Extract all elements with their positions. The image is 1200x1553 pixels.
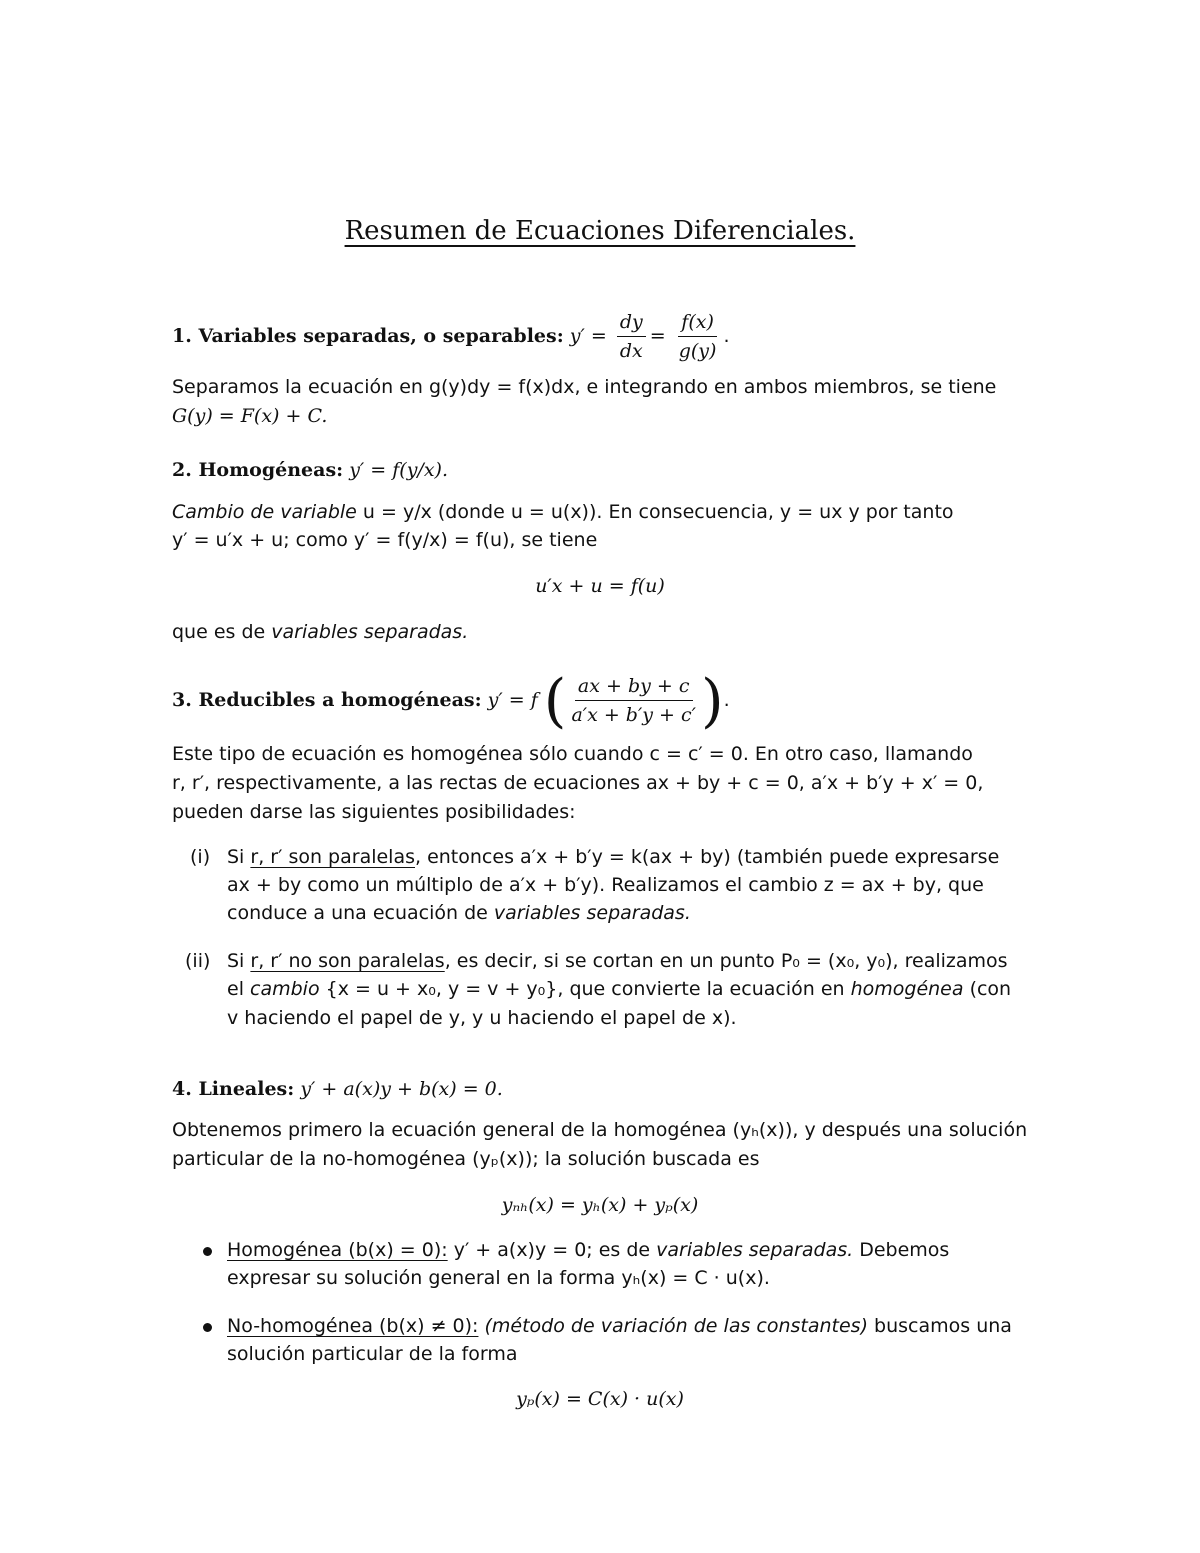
section-4-text-line-1: Obtenemos primero la ecuación general de la homogénea (yₕ(x)), y después una solución xyxy=(172,1119,1028,1141)
case-ii-line-2: el cambio {x = u + x₀, y = v + y₀}, que convierte la ecuación en homogénea (con xyxy=(227,978,1012,1000)
page-title: Resumen de Ecuaciones Diferenciales. xyxy=(344,216,856,246)
section-2-text-line-3: que es de variables separadas. xyxy=(172,621,469,643)
section-1-text-line-2: G(y) = F(x) + C. xyxy=(172,405,328,427)
bullet-2-line-1: No-homogénea (b(x) ≠ 0): (método de variación de las constantes) buscamos una xyxy=(227,1315,1012,1337)
section-4-display-equation-2: yₚ(x) = C(x) · u(x) xyxy=(516,1388,684,1410)
case-i-label: (i) xyxy=(190,846,211,868)
case-ii-line-3: v haciendo el papel de y, y u haciendo el papel de x). xyxy=(227,1007,737,1029)
section-2-text-line-2: y′ = u′x + u; como y′ = f(y/x) = f(u), se tiene xyxy=(172,529,598,551)
section-3-text-line-2: r, r′, respectivamente, a las rectas de ecuaciones ax + by + c = 0, a′x + b′y + x′ = 0, xyxy=(172,772,984,794)
section-2-heading: 2. Homogéneas: y′ = f(y/x). xyxy=(172,459,448,481)
section-1-heading: 1. Variables separadas, o separables: y′ = $\frac{dy}{dx}$ = $\frac{f(x)}{g(y)}$ . xyxy=(172,311,730,362)
section-4-heading: 4. Lineales: y′ + a(x)y + b(x) = 0. xyxy=(172,1078,503,1100)
fraction-dy-dx: $\frac{dy}{dx}$ xyxy=(617,310,646,363)
fraction-f-over-g: $\frac{f(x)}{g(y)}$ xyxy=(678,311,717,362)
case-i-line-3: conduce a una ecuación de variables separadas. xyxy=(227,902,691,924)
bullet-1-line-1: Homogénea (b(x) = 0): y′ + a(x)y = 0; es de variables separadas. Debemos xyxy=(227,1239,950,1261)
section-3-heading: 3. Reducibles a homogéneas: y′ = f ( $\frac{ax + by + c}{a'x + b'y + c'}$ ). xyxy=(172,666,730,735)
section-3-text-line-3: pueden darse las siguientes posibilidades: xyxy=(172,801,576,823)
fraction-homogeneous-reducible: $\frac{ax + by + c}{a'x + b'y + c'}$ xyxy=(571,675,696,726)
bullet-1-line-2: expresar su solución general en la forma yₕ(x) = C · u(x). xyxy=(227,1267,770,1289)
case-i-line-1: Si r, r′ son paralelas, entonces a′x + b′y = k(ax + by) (también puede expresarse xyxy=(227,846,1000,868)
section-3-text-line-1: Este tipo de ecuación es homogénea sólo cuando c = c′ = 0. En otro caso, llamando xyxy=(172,743,973,765)
bullet-icon xyxy=(203,1314,212,1338)
section-4-display-equation-1: yₙₕ(x) = yₕ(x) + yₚ(x) xyxy=(501,1194,699,1216)
section-1-text-line-1: Separamos la ecuación en g(y)dy = f(x)dx, e integrando en ambos miembros, se tiene xyxy=(172,376,997,398)
case-ii-label: (ii) xyxy=(185,950,211,972)
section-2-display-equation: u′x + u = f(u) xyxy=(535,575,665,597)
bullet-icon xyxy=(203,1238,212,1262)
bullet-2-line-2: solución particular de la forma xyxy=(227,1343,518,1365)
case-ii-line-1: Si r, r′ no son paralelas, es decir, si se cortan en un punto P₀ = (x₀, y₀), realizamos xyxy=(227,950,1008,972)
section-4-text-line-2: particular de la no-homogénea (yₚ(x)); la solución buscada es xyxy=(172,1148,760,1170)
section-2-text-line-1: Cambio de variable u = y/x (donde u = u(x)). En consecuencia, y = ux y por tanto xyxy=(172,501,954,523)
case-i-line-2: ax + by como un múltiplo de a′x + b′y). Realizamos el cambio z = ax + by, que xyxy=(227,874,984,896)
